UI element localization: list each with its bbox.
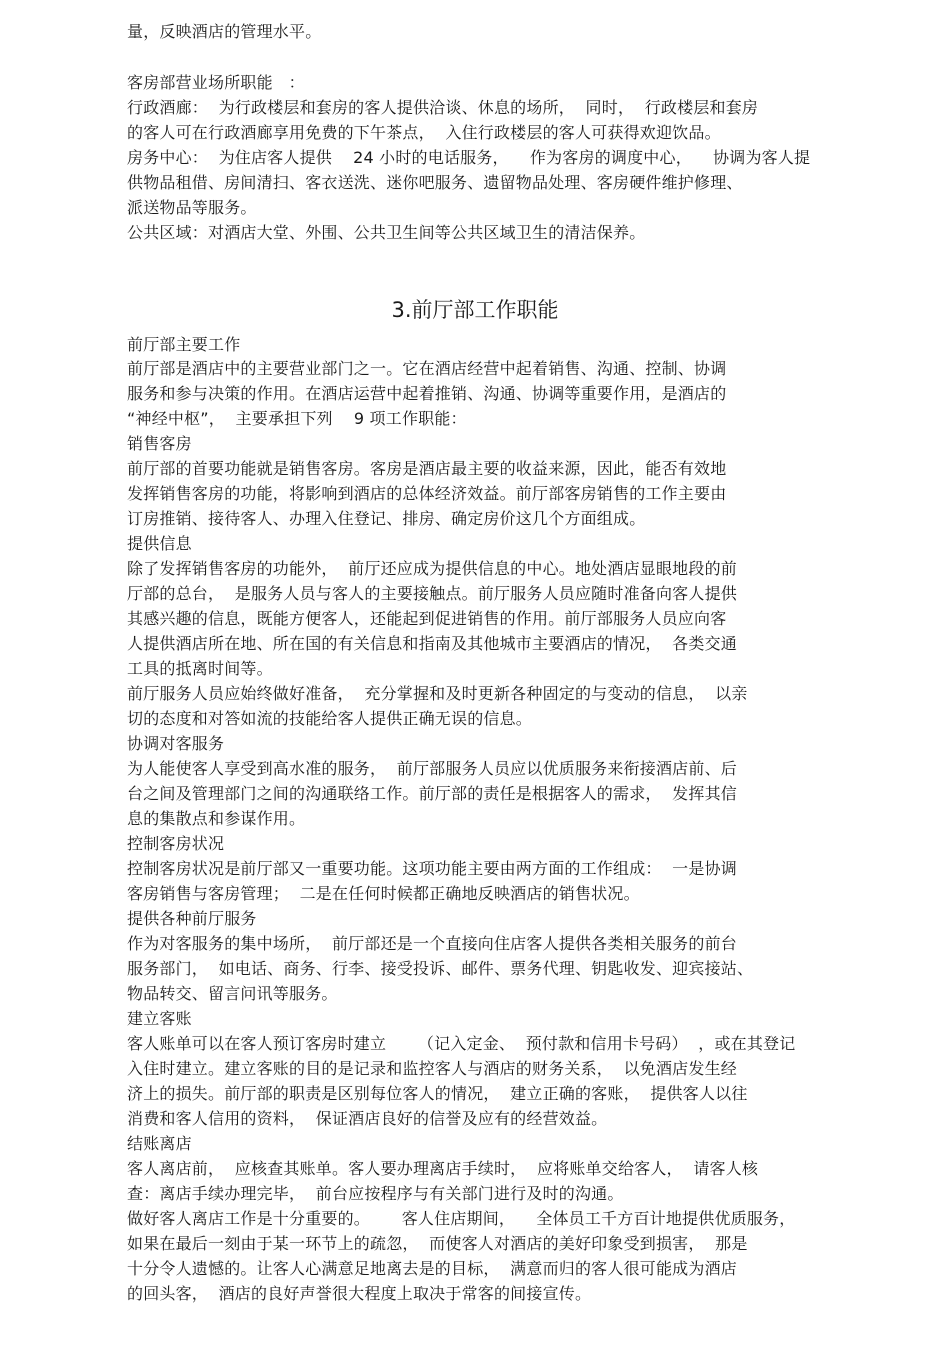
text-line: 的客人可在行政酒廊享用免费的下午茶点， 入住行政楼层的客人可获得欢迎饮品。 [127,123,721,142]
text-line: 房务中心： 为住店客人提供 24 小时的电话服务， 作为客房的调度中心， 协调为客人提 [127,148,811,167]
text-line: 物品转交、留言问讯等服务。 [127,984,338,1003]
subheading: 提供信息 [127,534,192,553]
subheading: 前厅部主要工作 [127,335,241,354]
text-line: 前厅服务人员应始终做好准备， 充分掌握和及时更新各种固定的与变动的信息， 以亲 [127,684,748,703]
text-line: 做好客人离店工作是十分重要的。 客人住店期间， 全体员工千方百计地提供优质服务， [127,1209,796,1228]
text-line: 前厅部的首要功能就是销售客房。客房是酒店最主要的收益来源，因此，能否有效地 [127,459,727,478]
text-line: 厅部的总台， 是服务人员与客人的主要接触点。前厅服务人员应随时准备向客人提供 [127,584,737,603]
subheading: 建立客账 [127,1009,192,1028]
text-line: 切的态度和对答如流的技能给客人提供正确无误的信息。 [127,709,533,728]
text-line: 入住时建立。建立客账的目的是记录和监控客人与酒店的财务关系， 以免酒店发生经 [127,1059,737,1078]
text-line: 供物品租借、房间清扫、客衣送洗、迷你吧服务、遗留物品处理、客房硬件维护修理、 [127,173,743,192]
subheading: 控制客房状况 [127,834,225,853]
text-line: 服务和参与决策的作用。在酒店运营中起着推销、沟通、协调等重要作用，是酒店的 [127,384,727,403]
text-line: 量，反映酒店的管理水平。 [127,22,322,41]
text-line: 客人离店前， 应核查其账单。客人要办理离店手续时， 应将账单交给客人， 请客人核 [127,1159,759,1178]
housekeeping-heading: 客房部营业场所职能 ： [127,73,305,92]
section-title: 3.前厅部工作职能 [391,298,559,322]
text-line: 控制客房状况是前厅部又一重要功能。这项功能主要由两方面的工作组成： 一是协调 [127,859,737,878]
text-line: 公共区域：对酒店大堂、外围、公共卫生间等公共区域卫生的清洁保养。 [127,223,646,242]
text-line: 订房推销、接待客人、办理入住登记、排房、确定房价这几个方面组成。 [127,509,646,528]
subheading: 销售客房 [127,434,192,453]
subheading: 协调对客服务 [127,734,225,753]
text-line: 十分令人遗憾的。让客人心满意足地离去是的目标， 满意而归的客人很可能成为酒店 [127,1259,737,1278]
subheading: 提供各种前厅服务 [127,909,257,928]
text-line: 派送物品等服务。 [127,198,257,217]
text-line: 客房销售与客房管理； 二是在任何时候都正确地反映酒店的销售状况。 [127,884,640,903]
subheading: 结账离店 [127,1134,192,1153]
text-line: 前厅部是酒店中的主要营业部门之一。它在酒店经营中起着销售、沟通、控制、协调 [127,359,727,378]
text-line: 其感兴趣的信息，既能方便客人，还能起到促进销售的作用。前厅部服务人员应向客 [127,609,727,628]
text-line: 服务部门， 如电话、商务、行李、接受投诉、邮件、票务代理、钥匙收发、迎宾接站、 [127,959,754,978]
text-line: 为人能使客人享受到高水准的服务， 前厅部服务人员应以优质服务来衔接酒店前、后 [127,759,737,778]
text-line: 息的集散点和参谋作用。 [127,809,306,828]
text-line: 济上的损失。前厅部的职责是区别每位客人的情况， 建立正确的客账， 提供客人以往 [127,1084,748,1103]
text-line: 作为对客服务的集中场所， 前厅部还是一个直接向住店客人提供各类相关服务的前台 [127,934,737,953]
text-line: 人提供酒店所在地、所在国的有关信息和指南及其他城市主要酒店的情况， 各类交通 [127,634,737,653]
text-line: 行政酒廊： 为行政楼层和套房的客人提供洽谈、休息的场所， 同时， 行政楼层和套房 [127,98,759,117]
text-line: 除了发挥销售客房的功能外， 前厅还应成为提供信息的中心。地处酒店显眼地段的前 [127,559,737,578]
text-line: 查：离店手续办理完毕， 前台应按程序与有关部门进行及时的沟通。 [127,1184,624,1203]
text-line: 如果在最后一刻由于某一环节上的疏忽， 而使客人对酒店的美好印象受到损害， 那是 [127,1234,748,1253]
text-line: 工具的抵离时间等。 [127,659,273,678]
text-line: 的回头客， 酒店的良好声誉很大程度上取决于常客的间接宣传。 [127,1284,592,1303]
text-line: 消费和客人信用的资料， 保证酒店良好的信誉及应有的经营效益。 [127,1109,608,1128]
text-line: 客人账单可以在客人预订客房时建立 （记入定金、 预付款和信用卡号码） ，或在其登记 [127,1034,796,1053]
text-line: 台之间及管理部门之间的沟通联络工作。前厅部的责任是根据客人的需求， 发挥其信 [127,784,737,803]
text-line: 发挥销售客房的功能，将影响到酒店的总体经济效益。前厅部客房销售的工作主要由 [127,484,727,503]
text-line: “神经中枢”， 主要承担下列 9 项工作职能： [127,409,467,428]
